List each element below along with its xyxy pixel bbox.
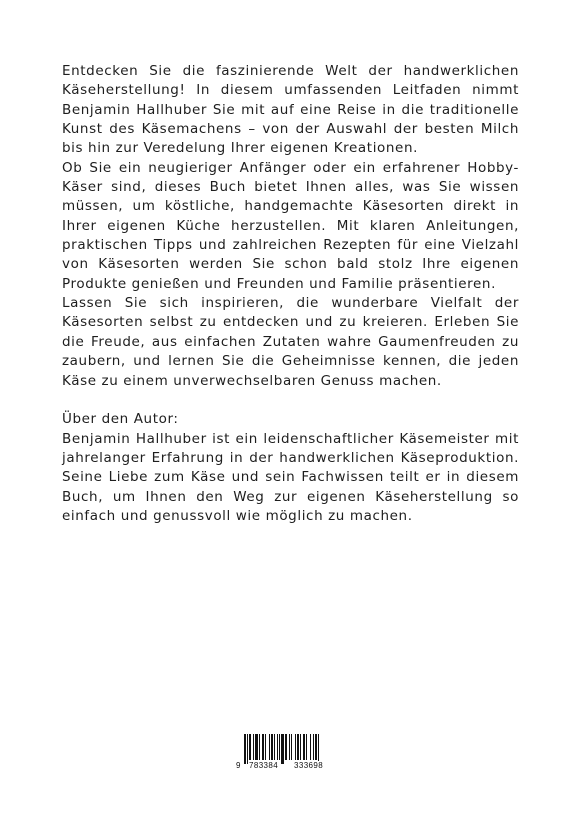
barcode-bar <box>313 734 314 760</box>
barcode-bar <box>265 734 266 760</box>
barcode-bar <box>259 734 260 760</box>
barcode-bar <box>247 734 248 764</box>
barcode-bar <box>291 734 292 760</box>
blurb-paragraph-3: Lassen Sie sich inspirieren, die wunderbare Vielfalt der Käsesorten selbst zu entdecken und zu kreieren. Erleben Sie die Freude, aus einfachen Zutaten wahre Gaumenfreuden zu zaubern, und lernen Sie die Geheimnisse kennen, die jeden Käse zu einem unverwechselbaren Genuss machen. <box>62 295 519 389</box>
barcode-bar <box>269 734 270 760</box>
barcode-bars <box>236 734 340 764</box>
barcode-bar <box>310 734 311 760</box>
barcode-bar <box>262 734 264 760</box>
isbn-barcode <box>236 734 340 772</box>
barcode-bar <box>249 734 251 760</box>
barcode-bar <box>306 734 307 760</box>
barcode-bar <box>271 734 273 760</box>
author-heading: Über den Autor: <box>62 411 179 428</box>
author-bio: Benjamin Hallhuber ist ein leidenschaftlicher Käsemeister mit jahrelanger Erfahrung in der handwerklichen Käseproduktion. Seine Liebe zum Käse und sein Fachwissen teilt er in diesem Buch, um Ihnen den Weg zur eigenen Käseherstellung so einfach und genussvoll wie möglich zu machen. <box>62 430 519 524</box>
barcode-bar <box>279 734 280 760</box>
blurb-text-block <box>62 62 519 526</box>
barcode-bar <box>281 734 284 764</box>
blurb-paragraph-1: Entdecken Sie die faszinierende Welt der handwerklichen Käseherstellung! In diesem umfassenden Leitfaden nimmt Benjamin Hallhuber Sie mit auf eine Reise in die traditionelle Kunst des Käsemachens – von der Auswahl der besten Milch bis hin zur Veredelung Ihrer eigenen Kreationen. <box>62 63 519 157</box>
barcode-bar <box>244 734 246 764</box>
barcode-bar <box>297 734 299 760</box>
barcode-bar <box>274 734 275 760</box>
paragraph-spacer <box>62 391 519 410</box>
barcode-bar <box>253 734 254 760</box>
blurb-paragraph-2: Ob Sie ein neugieriger Anfänger oder ein erfahrener Hobby-Käser sind, dieses Buch bietet Ihnen alles, was Sie wissen müssen, um köstliche, handgemachte Käsesorten direkt in Ihrer eigenen Küche herzustellen. Mit klaren Anleitungen, praktischen Tipps und zahlreichen Rezepten für eine Vielzahl von Käsesorten werden Sie schon bald stolz Ihre eigenen Produkte genießen und Freunden und Familie präsentieren. <box>62 159 519 292</box>
barcode-bar <box>285 734 287 760</box>
barcode-digits-right: 333698 <box>294 761 324 770</box>
barcode-bar <box>303 734 305 760</box>
barcode-bar <box>255 734 258 760</box>
barcode-bar <box>300 734 301 760</box>
barcode-bar <box>295 734 296 760</box>
barcode-bar <box>318 734 319 764</box>
barcode-bar <box>289 734 290 760</box>
barcode-bar <box>315 734 317 760</box>
barcode-bar <box>277 734 278 760</box>
barcode-lead-digit: 9 <box>236 761 241 770</box>
barcode-digits-left: 783384 <box>249 761 279 770</box>
